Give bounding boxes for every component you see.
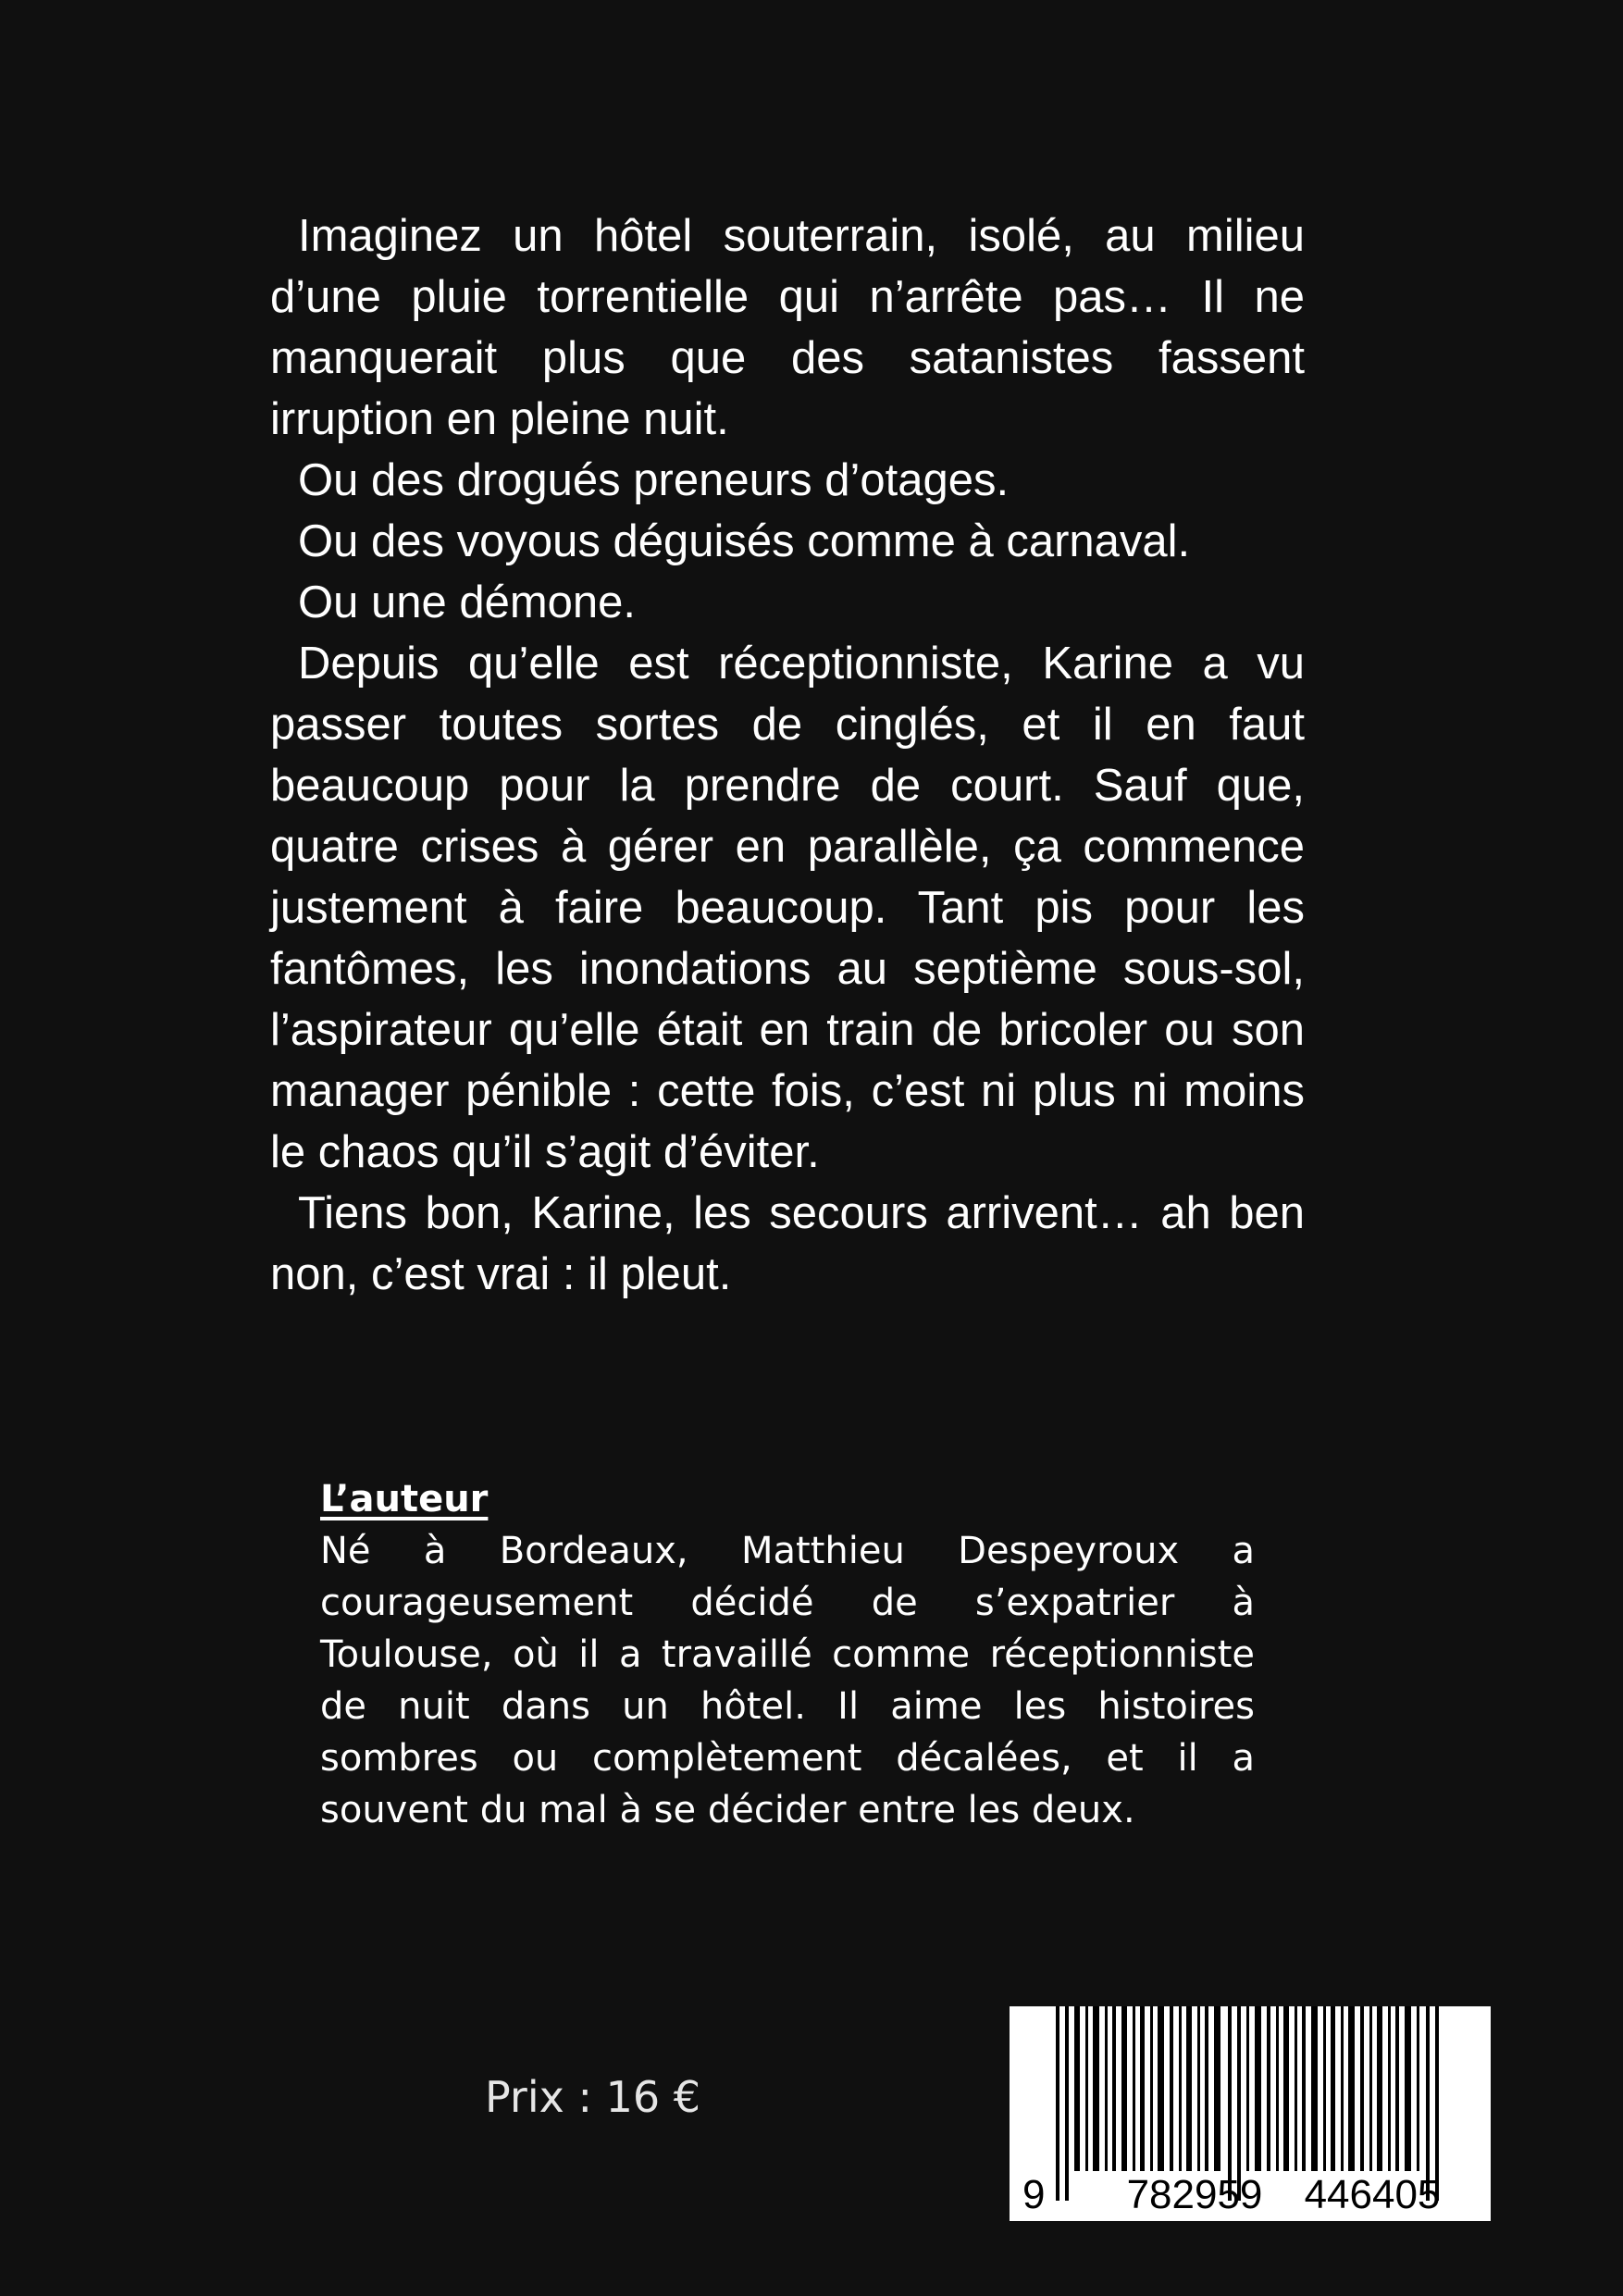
- blurb-paragraph-carnival: Ou des voyous déguisés comme à carnaval.: [298, 516, 1191, 566]
- blurb-paragraph-hostages: Ou des drogués preneurs d’otages.: [298, 455, 1010, 505]
- price-label: Prix : 16 €: [485, 2072, 701, 2122]
- barcode-bar: [1331, 2006, 1335, 2171]
- barcode-bar: [1341, 2006, 1344, 2171]
- barcode-bar: [1121, 2006, 1127, 2171]
- barcode-guard-bar: [1056, 2006, 1059, 2201]
- isbn-barcode: [1010, 2006, 1491, 2221]
- barcode-bar: [1170, 2006, 1173, 2171]
- barcode-bar: [1348, 2006, 1355, 2171]
- barcode-bar: [1377, 2006, 1382, 2171]
- barcode-bar: [1246, 2006, 1249, 2171]
- barcode-bar: [1302, 2006, 1306, 2171]
- barcode-bar: [1179, 2006, 1182, 2171]
- back-cover-blurb: [270, 205, 1305, 1305]
- author-section: [320, 1473, 1255, 1836]
- barcode-digits-right: 446405: [1304, 2172, 1441, 2217]
- barcode-bar: [1267, 2006, 1270, 2171]
- barcode-bar: [1112, 2006, 1116, 2171]
- barcode-bar: [1323, 2006, 1326, 2171]
- barcode-digit-first: 9: [1022, 2172, 1046, 2217]
- barcode-bar: [1158, 2006, 1164, 2171]
- barcode-bar: [1186, 2006, 1192, 2171]
- barcode-bar: [1369, 2006, 1372, 2171]
- barcode-bar: [1197, 2006, 1200, 2171]
- author-heading: L’auteur: [320, 1478, 489, 1520]
- barcode-bar: [1395, 2006, 1399, 2171]
- barcode-bar: [1276, 2006, 1279, 2171]
- blurb-paragraph-karine: Depuis qu’elle est réceptionniste, Karine a vu passer toutes sortes de cinglés, et il en faut beaucoup pour la prendre de court. Sauf que, quatre crises à gérer en parallèle, ça commence justement à faire beaucoup. Tant pis pour les fantômes, les inondations au septième sous-sol, l’aspirateur qu’elle était en train de bricoler ou son manager pénible : cette fois, c’est ni plus ni moins le chaos qu’il s’agit d’éviter.: [270, 639, 1305, 1177]
- blurb-paragraph-demon: Ou une démone.: [298, 577, 637, 627]
- barcode-digits-left: 782959: [1126, 2172, 1263, 2217]
- barcode-bar: [1074, 2006, 1080, 2171]
- barcode-bar: [1360, 2006, 1364, 2171]
- barcode-bar: [1417, 2006, 1419, 2171]
- barcode-bar: [1140, 2006, 1145, 2171]
- barcode-bar: [1105, 2006, 1108, 2171]
- barcode-bar: [1085, 2006, 1088, 2171]
- barcode-guard-bar: [1065, 2006, 1069, 2201]
- barcode-bar: [1295, 2006, 1297, 2171]
- barcode-bar: [1133, 2006, 1135, 2171]
- barcode-graphic: [1010, 2006, 1491, 2221]
- barcode-bar: [1205, 2006, 1208, 2171]
- author-bio: Né à Bordeaux, Matthieu Despeyroux a courageusement décidé de s’expatrier à Toulouse, où il a travaillé comme réceptionniste de nuit dans un hôtel. Il aime les histoires sombres ou complètement décalées, et il a souvent du mal à se décider entre les deux.: [320, 1530, 1255, 1831]
- blurb-paragraph-closing: Tiens bon, Karine, les secours arrivent… ah ben non, c’est vrai : il pleut.: [270, 1188, 1305, 1299]
- barcode-bar: [1311, 2006, 1318, 2171]
- barcode-bar: [1388, 2006, 1391, 2171]
- barcode-bar: [1214, 2006, 1220, 2171]
- blurb-paragraph-intro: Imaginez un hôtel souterrain, isolé, au milieu d’une pluie torrentielle qui n’arrête pas… Il ne manquerait plus que des satanistes fassent irruption en pleine nuit.: [270, 211, 1305, 444]
- barcode-bar: [1093, 2006, 1099, 2171]
- barcode-bar: [1405, 2006, 1411, 2171]
- barcode-bar: [1150, 2006, 1153, 2171]
- barcode-bar: [1283, 2006, 1289, 2171]
- barcode-bar: [1255, 2006, 1261, 2171]
